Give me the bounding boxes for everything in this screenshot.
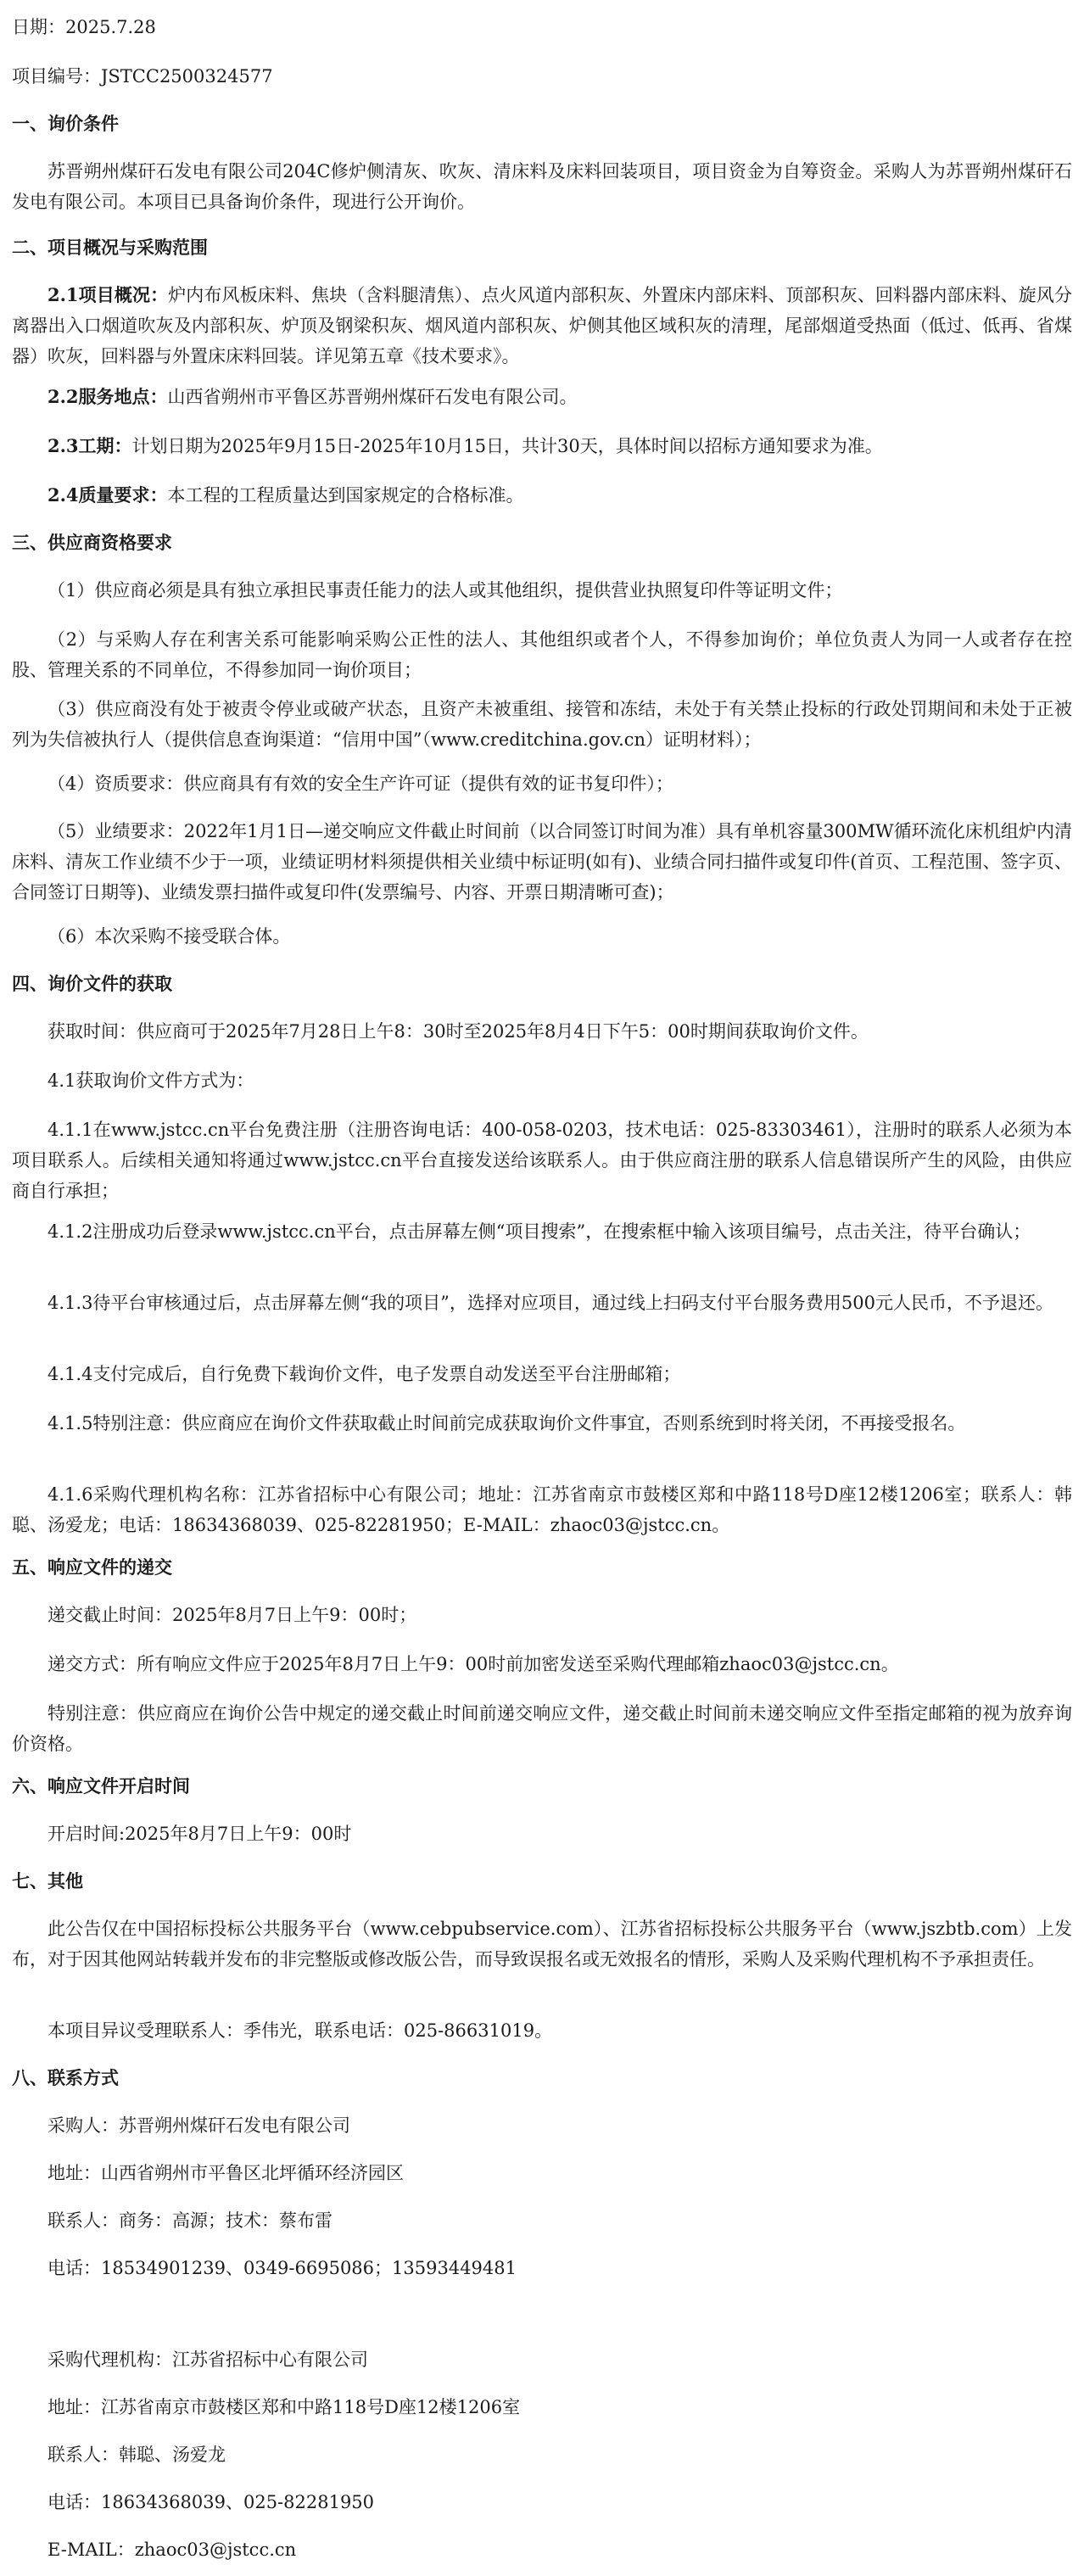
- agency-name: 采购代理机构：江苏省招标中心有限公司: [47, 2350, 368, 2370]
- project-overview: [12, 280, 1072, 372]
- section-6-title: 六、响应文件开启时间: [12, 1775, 190, 1796]
- publication-notice: 此公告仅在中国招标投标公共服务平台（www.cebpubservice.com）、江苏省招标投标公共服务平台（www.jszbtb.com）上发布，对于因其他网站转载并发布的非完整版或修改版公告，而导致误报名或无效报名的情形，采购人及采购代理机构不予承担责任。: [12, 1919, 1072, 1970]
- project-number: 项目编号：JSTCC2500324577: [12, 66, 273, 87]
- section-1-title: 一、询价条件: [12, 113, 119, 134]
- service-location-label: 2.2服务地点：: [47, 386, 168, 407]
- buyer-address: 地址：山西省朔州市平鲁区北坪循环经济园区: [47, 2163, 404, 2183]
- quality-requirement-text: 本工程的工程质量达到国家规定的合格标准。: [167, 485, 524, 506]
- work-period-text: 计划日期为2025年9月15日-2025年10月15日，共计30天，具体时间以招标方通知要求为准。: [131, 436, 883, 456]
- work-period-label: 2.3工期：: [47, 435, 132, 456]
- submission-note: 特别注意：供应商应在询价公告中规定的递交截止时间前递交响应文件，递交截止时间前未递交响应文件至指定邮箱的视为放弃询价资格。: [12, 1703, 1072, 1754]
- acquisition-step-1: 4.1.1在www.jstcc.cn平台免费注册（注册咨询电话：400-058-0203，技术电话：025-83303461），注册时的联系人必须为本项目联系人。后续相关通知将通过www.jstcc.cn平台直接发送给该联系人。由于供应商注册的联系人信息错误所产生的风险，由供应商自行承担；: [12, 1120, 1072, 1201]
- acquisition-method: 4.1获取询价文件方式为：: [47, 1070, 254, 1091]
- section-7-title: 七、其他: [12, 1870, 83, 1891]
- section-5-title: 五、响应文件的递交: [12, 1556, 172, 1578]
- qualification-item-4: （4）资质要求：供应商具有有效的安全生产许可证（提供有效的证书复印件）；: [47, 774, 673, 794]
- buyer-name: 采购人：苏晋朔州煤矸石发电有限公司: [47, 2115, 350, 2136]
- buyer-phone: 电话：18534901239、0349-6695086；13593449481: [47, 2258, 517, 2278]
- agency-address: 地址：江苏省南京市鼓楼区郑和中路118号D座12楼1206室: [47, 2397, 521, 2417]
- qualification-item-6: （6）本次采购不接受联合体。: [47, 926, 291, 947]
- section-8-title: 八、联系方式: [12, 2067, 119, 2088]
- quality-requirement: [12, 480, 1072, 511]
- qualification-item-1: （1）供应商必须是具有独立承担民事责任能力的法人或其他组织，提供营业执照复印件等证明文件；: [47, 580, 843, 601]
- buyer-contact: 联系人：商务：高源；技术：蔡布雷: [47, 2210, 332, 2231]
- acquisition-time: 获取时间：供应商可于2025年7月28日上午8：30时至2025年8月4日下午5：00时期间获取询价文件。: [47, 1021, 869, 1042]
- acquisition-step-3: 4.1.3待平台审核通过后，点击屏幕左侧“我的项目”，选择对应项目，通过线上扫码支付平台服务费用500元人民币，不予退还。: [47, 1293, 1053, 1313]
- opening-time: 开启时间:2025年8月7日上午9：00时: [47, 1824, 352, 1844]
- quality-requirement-label: 2.4质量要求：: [47, 484, 168, 506]
- qualification-item-3: （3）供应商没有处于被责令停业或破产状态，且资产未被重组、接管和冻结，未处于有关禁止投标的行政处罚期间和未处于正被列为失信被执行人（提供信息查询渠道：“信用中国”（www.creditchina.gov.cn）证明材料）；: [12, 699, 1072, 750]
- acquisition-step-2: 4.1.2注册成功后登录www.jstcc.cn平台，点击屏幕左侧“项目搜索”，在搜索框中输入该项目编号，点击关注，待平台确认；: [47, 1221, 1031, 1242]
- qualification-item-5: （5）业绩要求：2022年1月1日—递交响应文件截止时间前（以合同签订时间为准）具有单机容量300MW循环流化床机组炉内清床料、清灰工作业绩不少于一项，业绩证明材料须提供相关业绩中标证明(如有)、业绩合同扫描件或复印件(首页、工程范围、签字页、合同签订日期等)、业绩发票扫描件或复印件(发票编号、内容、开票日期清晰可查)；: [12, 821, 1072, 902]
- section-3-title: 三、供应商资格要求: [12, 532, 172, 553]
- work-period: [12, 431, 1072, 461]
- acquisition-step-5: 4.1.5特别注意：供应商应在询价文件获取截止时间前完成获取询价文件事宜，否则系统到时将关闭，不再接受报名。: [47, 1413, 966, 1433]
- acquisition-step-4: 4.1.4支付完成后，自行免费下载询价文件，电子发票自动发送至平台注册邮箱；: [47, 1364, 681, 1384]
- submission-deadline: 递交截止时间：2025年8月7日上午9：00时；: [47, 1605, 417, 1625]
- agency-phone: 电话：18634368039、025-82281950: [47, 2492, 375, 2512]
- project-overview-label: 2.1项目概况：: [47, 284, 169, 305]
- service-location-text: 山西省朔州市平鲁区苏晋朔州煤矸石发电有限公司。: [167, 387, 578, 407]
- submission-method: 递交方式：所有响应文件应于2025年8月7日上午9：00时前加密发送至采购代理邮箱zhaoc03@jstcc.cn。: [47, 1654, 899, 1674]
- agency-contact: 联系人：韩聪、汤爱龙: [47, 2445, 226, 2465]
- project-overview-text: 炉内布风板床料、焦块（含料腿清焦）、点火风道内部积灰、外置床内部床料、顶部积灰、回料器内部床料、旋风分离器出入口烟道吹灰及内部积灰、炉顶及钢梁积灰、烟风道内部积灰、炉侧其他区域积灰的清理，尾部烟道受热面（低过、低再、省煤器）吹灰，回料器与外置床床料回装。详见第五章《技术要求》。: [12, 285, 1072, 366]
- section-2-title: 二、项目概况与采购范围: [12, 237, 208, 258]
- announcement-date: 日期：2025.7.28: [12, 17, 156, 37]
- objection-contact: 本项目异议受理联系人：季伟光，联系电话：025-86631019。: [47, 2020, 553, 2041]
- agency-email: E-MAIL：zhaoc03@jstcc.cn: [47, 2540, 297, 2560]
- section-1-paragraph: 苏晋朔州煤矸石发电有限公司204C修炉侧清灰、吹灰、清床料及床料回装项目，项目资金为自筹资金。采购人为苏晋朔州煤矸石发电有限公司。本项目已具备询价条件，现进行公开询价。: [12, 161, 1072, 212]
- acquisition-step-6: 4.1.6采购代理机构名称：江苏省招标中心有限公司；地址：江苏省南京市鼓楼区郑和中路118号D座12楼1206室；联系人：韩聪、汤爱龙；电话：18634368039、025-82281950；E-MAIL：zhaoc03@jstcc.cn。: [12, 1484, 1072, 1535]
- section-4-title: 四、询价文件的获取: [12, 973, 172, 994]
- qualification-item-2: （2）与采购人存在利害关系可能影响采购公正性的法人、其他组织或者个人，不得参加询价；单位负责人为同一人或者存在控股、管理关系的不同单位，不得参加同一询价项目；: [12, 629, 1072, 680]
- service-location: [12, 382, 1072, 412]
